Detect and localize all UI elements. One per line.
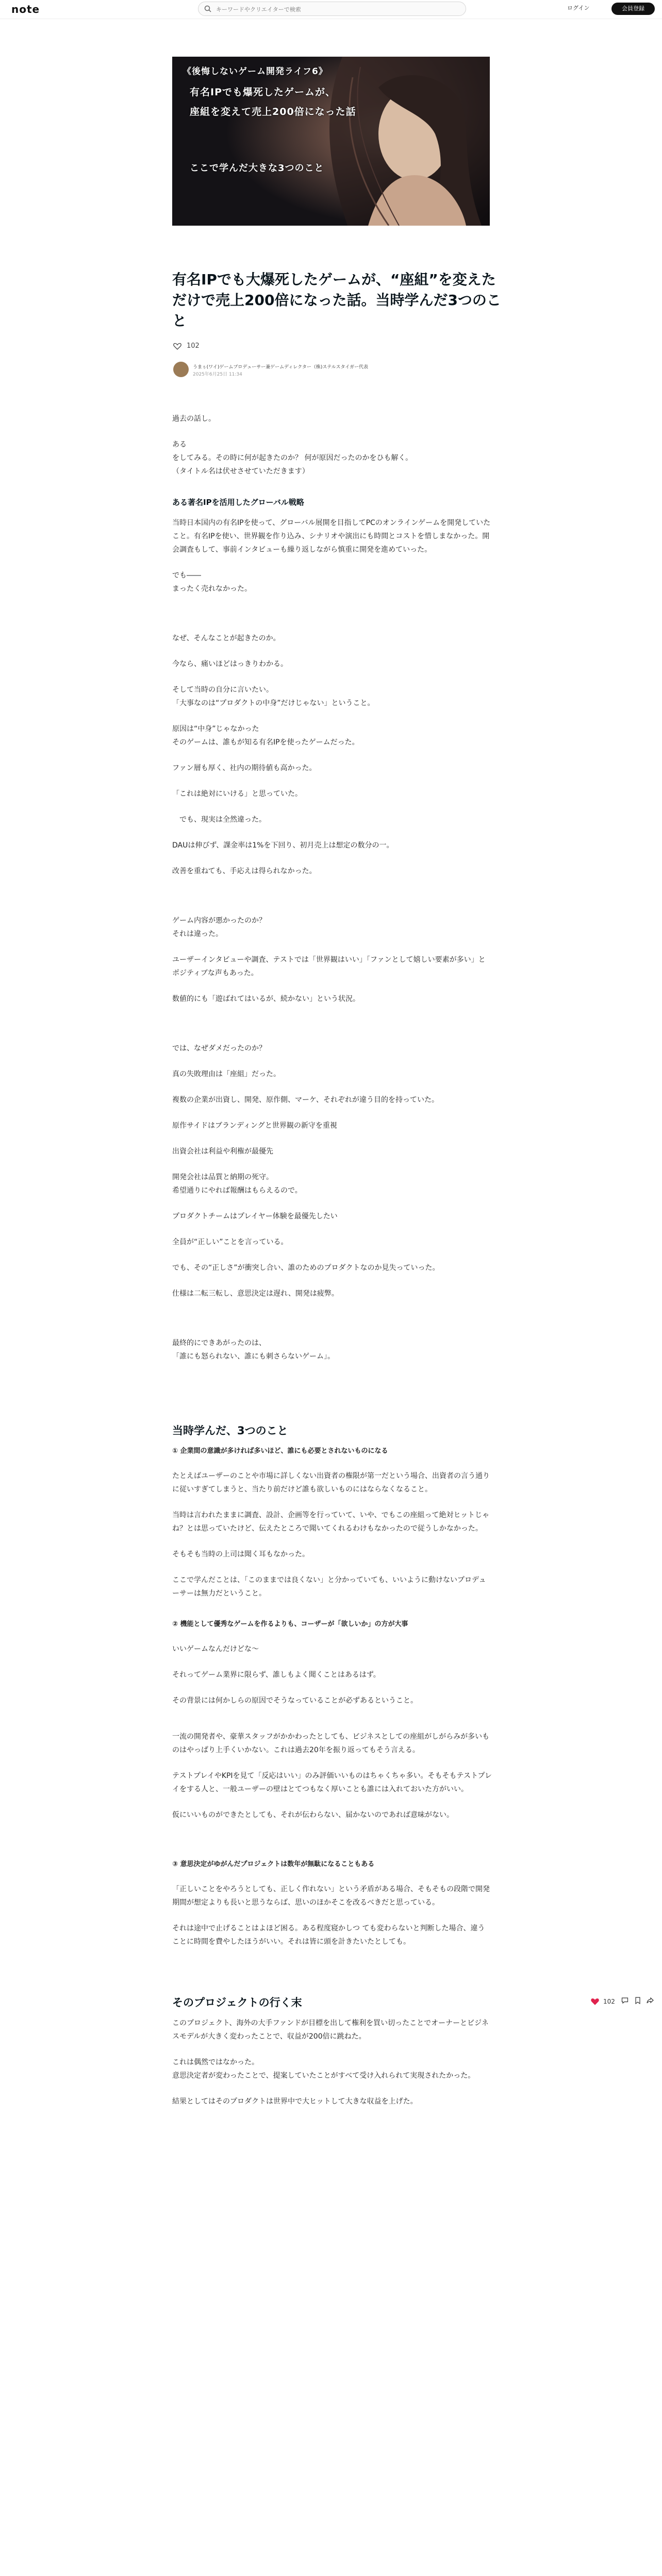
section-heading: そのプロジェクトの行く末	[172, 1996, 302, 2009]
subheading: ② 機能として優秀なゲームを作るよりも、コーザーが「欲しいか」の方が大事	[172, 1620, 408, 1628]
paragraph: いいゲームなんだけどな～	[172, 1645, 259, 1653]
hero-line-1: 《後悔しないゲーム開発ライフ6》	[183, 66, 328, 77]
paragraph: 仕様は二転三転し、意思決定は遅れ、開発は疲弊。	[172, 1290, 339, 1298]
hero-line-3: 座組を変えて売上200倍になった話	[190, 106, 356, 117]
paragraph: 「これは絶対にいける」と思っていた。	[172, 790, 302, 798]
paragraph: でも、現実は全然違った。	[179, 816, 266, 824]
section-heading: ある著名IPを活用したグローバル戦略	[172, 498, 304, 507]
floating-action-bar	[591, 1997, 658, 2006]
bookmark-icon[interactable]	[635, 1997, 641, 2006]
paragraph: 複数の企業が出資し、開発、原作側、マーケ、それぞれが違う目的を持っていた。	[172, 1096, 439, 1104]
paragraph: 希望通りにやれば報酬はもらえるので。	[172, 1187, 302, 1195]
article-body	[172, 412, 492, 2121]
paragraph: このプロジェクト、海外の大手ファンドが目標を出して権利を買い切ったことでオーナーとビジネスモデルが大きく変わったことで、収益が200倍に跳ねた。	[172, 2019, 489, 2041]
paragraph: 原因は“中身”じゃなかった	[172, 725, 259, 733]
search-box[interactable]	[198, 2, 466, 16]
paragraph: それってゲーム業界に限らず、誰しもよく聞くことはあるはず。	[172, 1671, 380, 1679]
paragraph: でも――	[172, 571, 201, 580]
signup-button[interactable]: 会員登録	[611, 3, 655, 15]
comment-icon[interactable]	[621, 1997, 628, 2006]
paragraph: 出資会社は利益や利権が最優先	[172, 1147, 273, 1156]
paragraph: （タイトル名は伏せさせていただきます）	[172, 467, 309, 476]
paragraph: 開発会社は品質と納期の死守。	[172, 1173, 273, 1181]
paragraph: をしてみる。その時に何が起きたのか？ 何が原因だったのかをひも解く。	[172, 454, 413, 462]
paragraph: プロダクトチームはプレイヤー体験を最優先したい	[172, 1212, 338, 1221]
login-link[interactable]: ログイン	[567, 5, 590, 11]
paragraph: ある	[172, 440, 187, 449]
paragraph: 数値的にも「遊ばれてはいるが、続かない」という状況。	[172, 995, 360, 1003]
paragraph: 全員が“正しい”ことを言っている。	[172, 1238, 288, 1246]
heart-icon[interactable]	[591, 1998, 599, 2005]
paragraph: 真の失敗理由は「座組」だった。	[172, 1070, 280, 1078]
paragraph: そもそも当時の上司は聞く耳もなかった。	[172, 1550, 309, 1558]
paragraph: ゲーム内容が悪かったのか？	[172, 917, 266, 925]
like-count: 102	[187, 342, 200, 350]
author-name[interactable]: うまぅ(ワイ)ゲームプロデューサー兼ゲームディレクター（株)ステルスタイガー代表	[193, 365, 369, 370]
subheading: ① 企業間の意識が多ければ多いほど、誰にも必要とされないものになる	[172, 1447, 388, 1455]
paragraph: その背景には何かしらの原因でそうなっていることが必ずあるということ。	[172, 1697, 418, 1705]
post-date: 2025年6月25日 11:34	[193, 372, 242, 377]
paragraph: テストプレイやKPIを見て「反応はいい」のみ評価いいものはちゃくちゃ多い。そもそもテストプレイをする人と、一般ユーザーの壁はとてつもなく厚いことも誰には入れておいた方がいい。	[172, 1772, 492, 1793]
floating-like-count: 102	[603, 1997, 615, 2005]
like-button[interactable]	[591, 1997, 599, 2005]
hero-image	[172, 57, 490, 226]
like-counter[interactable]	[173, 342, 200, 350]
paragraph: そして当時の自分に言いたい。	[172, 686, 273, 694]
paragraph: 原作サイドはブランディングと世界観の新守を重視	[172, 1122, 337, 1130]
paragraph: 最終的にできあがったのは、	[172, 1339, 266, 1347]
paragraph: 過去の話し。	[172, 415, 216, 423]
paragraph: ファン層も厚く、社内の期待値も高かった。	[172, 764, 317, 772]
search-input[interactable]	[215, 4, 454, 15]
paragraph: なぜ、そんなことが起きたのか。	[172, 634, 280, 642]
site-header	[0, 0, 662, 19]
paragraph: それは途中で止げることはよほど困る。ある程度寝かしつ ても変わらないと判断した場合、違うことに時間を費やしたほうがいい。それは皆に頭を計きたいたとしても。	[172, 1924, 485, 1946]
paragraph: では、なぜダメだったのか？	[172, 1044, 266, 1053]
paragraph: 仮にいいものができたとしても、それが伝わらない、届かないのであれば意味がない。	[172, 1811, 454, 1819]
paragraph: でも、その“正しさ”が衝突し合い、誰のためのプロダクトなのか見失っていった。	[172, 1264, 440, 1272]
paragraph: ユーザーインタビューや調査、テストでは「世界観はいい」「ファンとして嬉しい要素が多い」とポジティブな声もあった。	[172, 956, 486, 977]
subheading: ③ 意思決定がゆがんだプロジェクトは数年が無駄になることもある	[172, 1860, 375, 1868]
paragraph: 意思決定者が変わったことで、提案していたことがすべて受け入れられて実現されたかった。	[172, 2072, 475, 2080]
paragraph: これは偶然ではなかった。	[172, 2058, 259, 2066]
hero-line-4: ここで学んだ大きな3つのこと	[190, 163, 324, 174]
paragraph: たとえばユーザーのことや市場に詳しくない出資者の権限が第一だという場合、出資者の言う通りに従いすぎてしまうと、当たり前だけど誰も欲しいものにはならなくなること。	[172, 1472, 490, 1494]
paragraph: DAUは伸びず、課金率は1%を下回り、初月売上は想定の数分の一。	[172, 841, 394, 850]
paragraph: それは違った。	[172, 930, 223, 938]
paragraph: 改善を重ねても、手応えは得られなかった。	[172, 867, 317, 875]
article-title: 有名IPでも大爆死したゲームが、“座組”を変えただけで売上200倍になった話。当時学んだ3つのこと	[172, 270, 501, 329]
paragraph: 結果としてはそのプロダクトは世界中で大ヒットして大きな収益を上げた。	[172, 2097, 418, 2106]
paragraph: 「誰にも怒られない、誰にも刺さらないゲーム」。	[172, 1352, 335, 1361]
paragraph: 当時日本国内の有名IPを使って、グローバル展開を目指してPCのオンラインゲームを開発していたこと。有名IPを使い、世界観を作り込み、シナリオや演出にも時間とコストを惜しまなかった。開会調査もして、事前インタビューも繰り返しながら慎重に開発を進めていった。	[172, 519, 491, 554]
search-icon	[204, 5, 212, 13]
share-icon[interactable]	[647, 1997, 654, 2006]
note-logo[interactable]: note	[11, 3, 40, 15]
paragraph: 今なら、痛いほどはっきりわかる。	[172, 660, 288, 668]
avatar[interactable]	[173, 362, 189, 377]
heart-icon[interactable]	[173, 343, 181, 350]
paragraph: 「大事なのは“プロダクトの中身”だけじゃない」ということ。	[172, 699, 375, 707]
section-heading: 当時学んだ、3つのこと	[172, 1425, 288, 1437]
hero-illustration	[172, 57, 490, 226]
paragraph: 当時は言われたままに調査、設計、企画等を行っていて、いや、でもこの座組って絶対ヒットじゃね？とは思っていたけど、伝えたところで聞いてくれるわけもなかったので従うしかなかった。	[172, 1511, 490, 1533]
hero-line-2: 有名IPでも爆死したゲームが、	[190, 87, 336, 98]
paragraph: まったく売れなかった。	[172, 585, 252, 593]
paragraph: ここで学んだことは、「このままでは良くない」と分かっていても、いいように動けないプロデューサーは無力だということ。	[172, 1576, 486, 1598]
paragraph: 一流の開発者や、豪華スタッフがかかわったとしても、ビジネスとしての座組がしがらみが多いものはやっぱり上手くいかない。これは過去20年を振り返ってもそう言える。	[172, 1733, 490, 1754]
paragraph: そのゲームは、誰もが知る有名IPを使ったゲームだった。	[172, 738, 359, 747]
paragraph: 「正しいことをやろうとしても、正しく作れない」という矛盾がある場合、そもそもの段階で開発期間が想定よりも長いと思うならば、思いのほかそこを改るべきだと思っている。	[172, 1885, 490, 1907]
